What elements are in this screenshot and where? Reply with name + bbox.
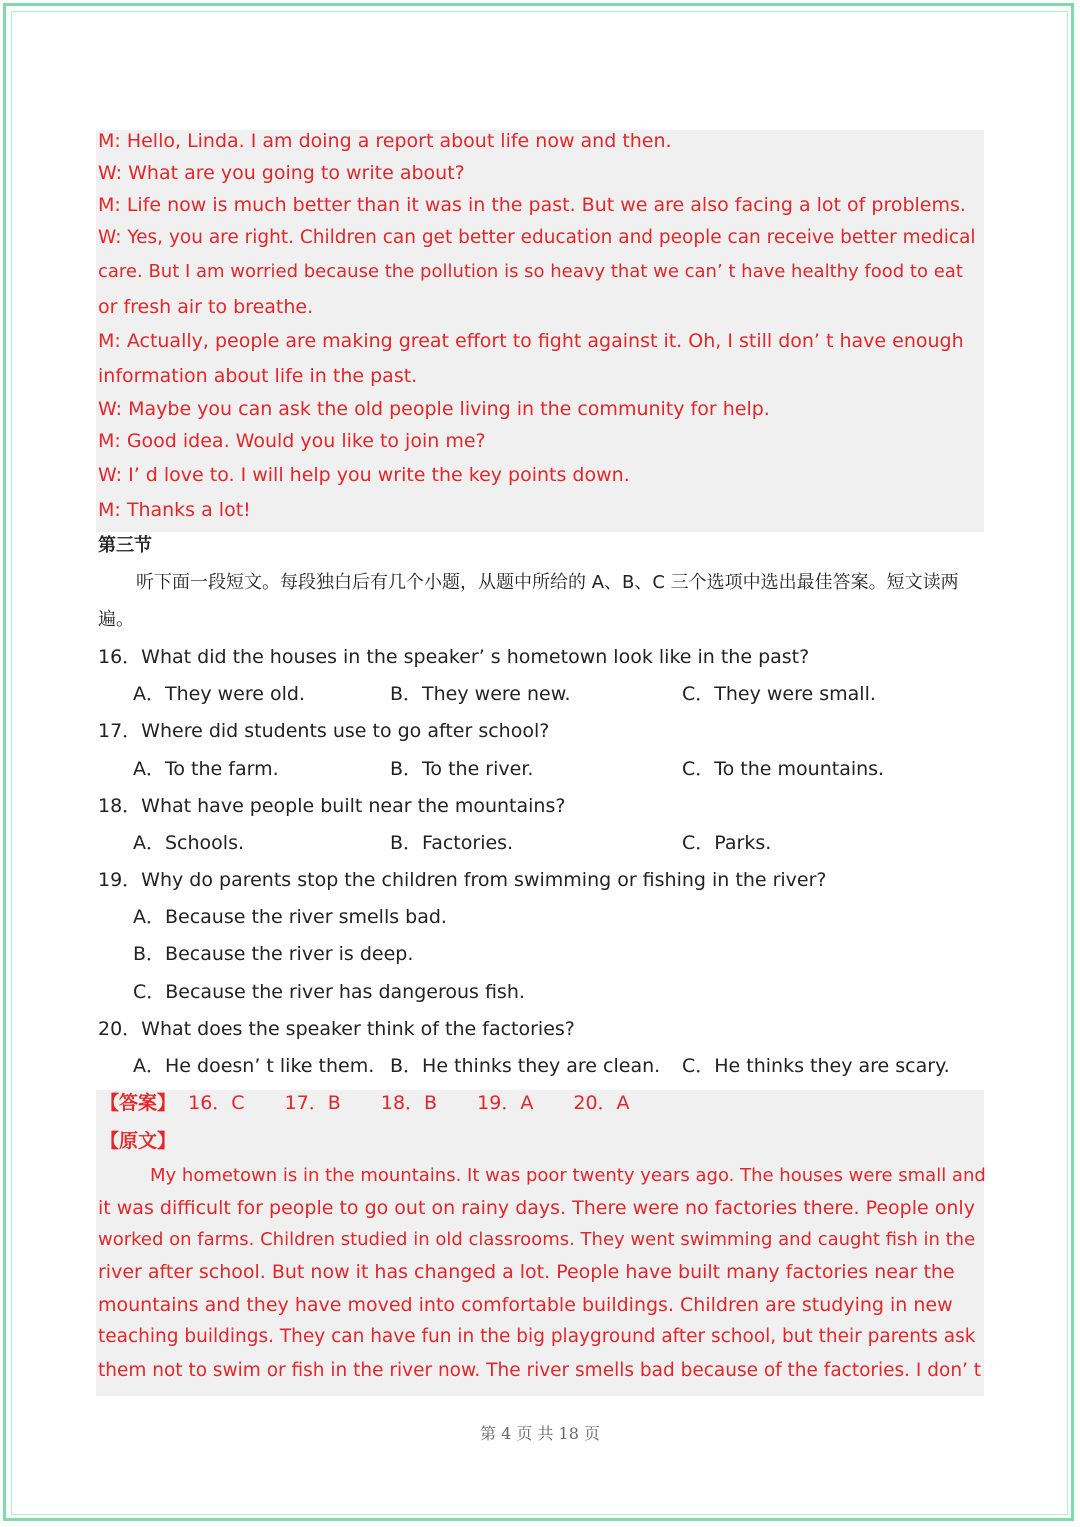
question-18-option-c: C．Parks. bbox=[682, 832, 772, 854]
question-17-option-b: B．To the river. bbox=[390, 758, 534, 780]
section-instruction-cont: 遍。 bbox=[98, 609, 134, 630]
question-18-option-a: A．Schools. bbox=[133, 832, 245, 854]
transcript-line: them not to swim or fish in the river now. The river smells bad because of the factories. I don’ t bbox=[98, 1360, 982, 1381]
question-19-option-c: C．Because the river has dangerous fish. bbox=[133, 981, 525, 1003]
question-17-stem: 17．Where did students use to go after school? bbox=[98, 720, 550, 742]
answer-label: 【答案】 bbox=[100, 1092, 177, 1114]
answer-item: 18．B bbox=[380, 1092, 438, 1114]
question-20-stem: 20．What does the speaker think of the factories? bbox=[98, 1018, 575, 1040]
question-16-option-a: A．They were old. bbox=[133, 683, 305, 705]
transcript-label: 【原文】 bbox=[100, 1130, 177, 1152]
question-16-option-b: B．They were new. bbox=[390, 683, 571, 705]
dialogue-line: W: Yes, you are right. Children can get better education and people can receive better medical bbox=[98, 227, 976, 248]
transcript-line: it was difficult for people to go out on rainy days. There were no factories there. People only bbox=[98, 1197, 975, 1219]
question-16-option-c: C．They were small. bbox=[682, 683, 876, 705]
dialogue-line: M: Life now is much better than it was in the past. But we are also facing a lot of problems. bbox=[98, 194, 966, 216]
transcript-line: teaching buildings. They can have fun in the big playground after school, but their parents ask bbox=[98, 1326, 976, 1347]
dialogue-line: W: Maybe you can ask the old people living in the community for help. bbox=[98, 398, 770, 420]
transcript-line: My hometown is in the mountains. It was poor twenty years ago. The houses were small and bbox=[150, 1165, 986, 1186]
question-16-stem: 16．What did the houses in the speaker’ s hometown look like in the past? bbox=[98, 646, 810, 668]
dialogue-line: M: Hello, Linda. I am doing a report about life now and then. bbox=[98, 130, 672, 152]
question-19-option-a: A．Because the river smells bad. bbox=[133, 906, 447, 928]
section-instruction: 听下面一段短文。每段独白后有几个小题，从题中所给的 A、B、C 三个选项中选出最佳答案。短文读两 bbox=[136, 572, 959, 593]
section-title: 第三节 bbox=[98, 535, 152, 556]
answer-item: 20．A bbox=[573, 1092, 630, 1114]
transcript-line: mountains and they have moved into comfortable buildings. Children are studying in new bbox=[98, 1294, 953, 1316]
transcript-line: river after school. But now it has changed a lot. People have built many factories near the bbox=[98, 1261, 955, 1283]
dialogue-line: or fresh air to breathe. bbox=[98, 296, 314, 318]
dialogue-line: W: What are you going to write about? bbox=[98, 162, 465, 184]
question-17-option-a: A．To the farm. bbox=[133, 758, 279, 780]
dialogue-line: M: Actually, people are making great effort to fight against it. Oh, I still don’ t have enough bbox=[98, 330, 964, 352]
dialogue-line: W: I’ d love to. I will help you write the key points down. bbox=[98, 464, 630, 486]
question-20-option-a: A．He doesn’ t like them. bbox=[133, 1055, 375, 1077]
question-20-option-b: B．He thinks they are clean. bbox=[390, 1055, 661, 1077]
dialogue-line: M: Good idea. Would you like to join me? bbox=[98, 430, 486, 452]
answer-item: 16．C bbox=[188, 1092, 245, 1114]
page-number: 第 4 页 共 18 页 bbox=[480, 1424, 600, 1443]
dialogue-line: care. But I am worried because the pollution is so heavy that we can’ t have healthy food to eat bbox=[98, 261, 963, 282]
question-20-option-c: C．He thinks they are scary. bbox=[682, 1055, 950, 1077]
question-19-stem: 19．Why do parents stop the children from swimming or fishing in the river? bbox=[98, 869, 827, 891]
answer-item: 19．A bbox=[477, 1092, 534, 1114]
answer-row bbox=[100, 1091, 630, 1115]
question-18-option-b: B．Factories. bbox=[390, 832, 514, 854]
question-18-stem: 18．What have people built near the mountains? bbox=[98, 795, 566, 817]
dialogue-line: information about life in the past. bbox=[98, 365, 418, 387]
question-17-option-c: C．To the mountains. bbox=[682, 758, 885, 780]
answer-item: 17．B bbox=[284, 1092, 341, 1114]
dialogue-line: M: Thanks a lot! bbox=[98, 499, 251, 521]
question-19-option-b: B．Because the river is deep. bbox=[133, 943, 414, 965]
transcript-line: worked on farms. Children studied in old classrooms. They went swimming and caught fish in the bbox=[98, 1229, 976, 1250]
